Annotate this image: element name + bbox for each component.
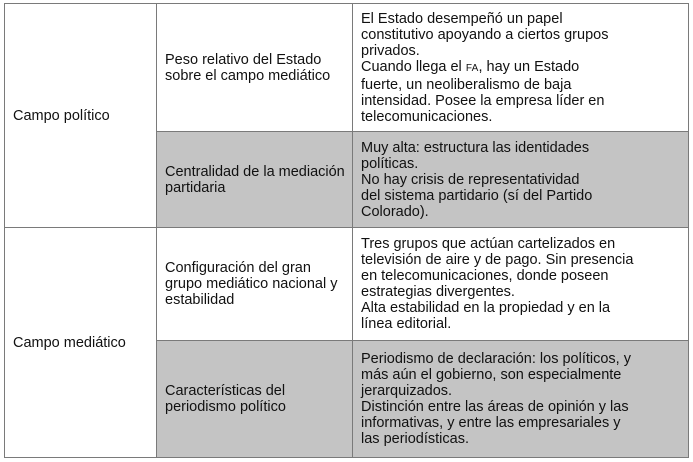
description-line: constitutivo apoyando a ciertos grupos <box>361 26 609 43</box>
description-line: Alta estabilidad en la propiedad y en la <box>361 300 611 316</box>
description-line: informativas, y entre las empresariales y <box>361 415 621 431</box>
description-line: televisión de aire y de pago. Sin presencia <box>361 252 634 268</box>
description-line: jerarquizados. <box>361 383 453 399</box>
description-cell <box>353 228 689 341</box>
description-line: políticas. <box>361 155 419 172</box>
description-line: las periodísticas. <box>361 431 469 447</box>
description-line: No hay crisis de representatividad <box>361 171 580 188</box>
description-line: intensidad. Posee la empresa líder en <box>361 92 605 109</box>
field-cell-mediatico: Campo mediático <box>5 228 157 458</box>
table-row <box>5 4 689 132</box>
text-segment: Cuando llega el <box>361 58 466 75</box>
table-row <box>5 228 689 341</box>
description-line: Tres grupos que actúan cartelizados en <box>361 236 616 252</box>
description-line: línea editorial. <box>361 316 452 332</box>
description-line: privados. <box>361 42 420 59</box>
description-line: en telecomunicaciones, donde poseen <box>361 268 609 284</box>
dimension-cell: Características del periodismo político <box>157 341 353 458</box>
field-cell-politico: Campo político <box>5 4 157 228</box>
description-cell <box>353 341 689 458</box>
description-line: más aún el gobierno, son especialmente <box>361 367 622 383</box>
description-line: fuerte, un neoliberalismo de baja <box>361 76 572 93</box>
description-line: del sistema partidario (sí del Partido <box>361 187 593 204</box>
dimension-cell: Configuración del gran grupo mediático nacional y estabilidad <box>157 228 353 341</box>
description-line: Periodismo de declaración: los políticos, y <box>361 351 631 367</box>
abbreviation: FA <box>465 62 479 74</box>
description-line: estrategias divergentes. <box>361 284 515 300</box>
description-line: telecomunicaciones. <box>361 108 493 125</box>
description-cell <box>353 132 689 228</box>
description-line <box>361 59 682 77</box>
dimension-cell: Peso relativo del Estado sobre el campo mediático <box>157 4 353 132</box>
description-line: El Estado desempeñó un papel <box>361 10 563 27</box>
description-line: Muy alta: estructura las identidades <box>361 139 590 156</box>
description-cell <box>353 4 689 132</box>
dimension-cell: Centralidad de la mediación partidaria <box>157 132 353 228</box>
comparison-table <box>4 3 689 458</box>
description-line: Colorado). <box>361 203 429 220</box>
text-segment: , hay un Estado <box>478 58 580 75</box>
description-line: Distinción entre las áreas de opinión y las <box>361 399 629 415</box>
